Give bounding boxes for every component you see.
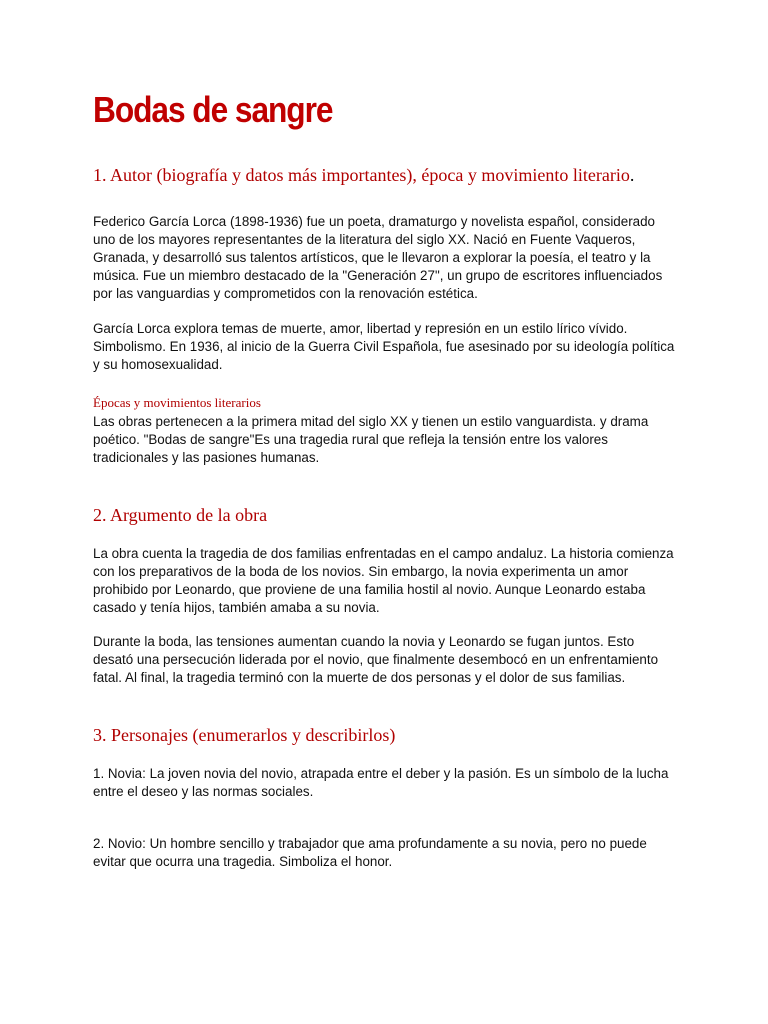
section-3-heading: 3. Personajes (enumerarlos y describirlos) bbox=[93, 725, 396, 745]
section-1-heading-text: 1. Autor (biografía y datos más importantes), época y movimiento literario bbox=[93, 165, 630, 185]
section-1-subheading: Épocas y movimientos literarios bbox=[93, 395, 261, 410]
document-title: Bodas de sangre bbox=[93, 89, 333, 130]
section-1-paragraph-3: Las obras pertenecen a la primera mitad del siglo XX y tienen un estilo vanguardista. y drama poético. "Bodas de sangre"Es una tragedia rural que refleja la tensión entre los valores tradicionales y las pasiones humanas. bbox=[93, 414, 649, 465]
character-item-novio: 2. Novio: Un hombre sencillo y trabajador que ama profundamente a su novia, pero no puede evitar que ocurra una tragedia. Simboliza el honor. bbox=[93, 836, 647, 869]
section-1-heading bbox=[93, 164, 634, 186]
section-1-paragraph-2: García Lorca explora temas de muerte, amor, libertad y represión en un estilo lírico vívido. Simbolismo. En 1936, al inicio de la Guerra Civil Española, fue asesinado por su ideología política y su homosexualidad. bbox=[93, 321, 675, 372]
section-2-heading: 2. Argumento de la obra bbox=[93, 505, 268, 525]
section-1-heading-end: . bbox=[629, 165, 635, 185]
section-1-paragraph-1: Federico García Lorca (1898-1936) fue un poeta, dramaturgo y novelista español, considerado uno de los mayores representantes de la literatura del siglo XX. Nació en Fuente Vaqueros, Granada, y desarrolló sus talentos artísticos, que le llevaron a explorar la poesía, el teatro y la música. Fue un miembro destacado de la "Generación 27", un grupo de escritores influenciados por las vanguardias y comprometidos con la renovación estética. bbox=[93, 214, 663, 301]
section-2-paragraph-1: La obra cuenta la tragedia de dos familias enfrentadas en el campo andaluz. La historia comienza con los preparativos de la boda de los novios. Sin embargo, la novia experimenta un amor prohibido por Leonardo, que proviene de una familia hostil al novio. Aunque Leonardo estaba casado y tenía hijos, también amaba a su novia. bbox=[93, 546, 674, 615]
character-item-novia: 1. Novia: La joven novia del novio, atrapada entre el deber y la pasión. Es un símbolo de la lucha entre el deseo y las normas sociales. bbox=[93, 766, 669, 799]
section-2-paragraph-2: Durante la boda, las tensiones aumentan cuando la novia y Leonardo se fugan juntos. Esto desató una persecución liderada por el novio, que finalmente desembocó en un enfrentamiento fatal. Al final, la tragedia terminó con la muerte de dos personas y el dolor de sus familias. bbox=[93, 634, 659, 685]
